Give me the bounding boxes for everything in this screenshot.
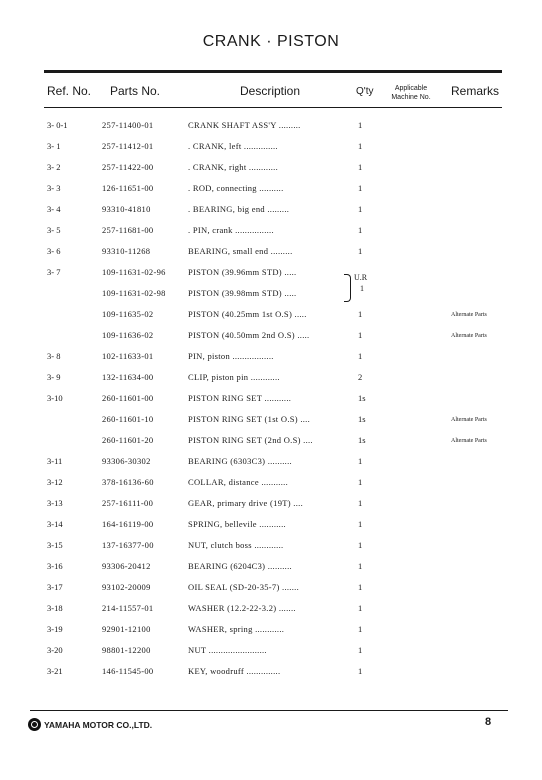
ref-no-cell: 3-13 bbox=[47, 498, 63, 508]
qty-cell: 1 bbox=[358, 351, 363, 361]
table-row bbox=[0, 136, 542, 157]
qty-cell: 1 bbox=[358, 519, 363, 529]
table-row bbox=[0, 535, 542, 556]
part-no-cell: 257-11422-00 bbox=[102, 162, 154, 172]
footer-logo bbox=[28, 718, 152, 731]
description-cell: GEAR, primary drive (19T) .... bbox=[188, 498, 303, 508]
ref-no-cell: 3- 7 bbox=[47, 267, 61, 277]
qty-cell: 1 bbox=[358, 246, 363, 256]
part-no-cell: 378-16136-60 bbox=[102, 477, 154, 487]
remarks-cell: Alternate Parts bbox=[451, 333, 487, 339]
part-no-cell: 214-11557-01 bbox=[102, 603, 154, 613]
description-cell: CRANK SHAFT ASS'Y ......... bbox=[188, 120, 301, 130]
table-row bbox=[0, 451, 542, 472]
ref-no-cell: 3- 5 bbox=[47, 225, 61, 235]
footer-company-name: YAMAHA MOTOR CO.,LTD. bbox=[44, 719, 153, 730]
table-row bbox=[0, 304, 542, 325]
part-no-cell: 93306-20412 bbox=[102, 561, 151, 571]
qty-cell: 1 bbox=[358, 204, 363, 214]
table-row bbox=[0, 640, 542, 661]
qty-cell: 1 bbox=[358, 603, 363, 613]
header-description: Description bbox=[240, 84, 301, 98]
header-applicable-machine bbox=[386, 84, 436, 102]
description-cell: NUT, clutch boss ............ bbox=[188, 540, 284, 550]
description-cell: . CRANK, left .............. bbox=[188, 141, 278, 151]
table-row bbox=[0, 115, 542, 136]
table-row bbox=[0, 199, 542, 220]
page-number: 8 bbox=[485, 716, 492, 728]
table-row bbox=[0, 619, 542, 640]
table-row bbox=[0, 514, 542, 535]
qty-cell: 1 bbox=[358, 540, 363, 550]
description-cell: CLIP, piston pin ............ bbox=[188, 372, 280, 382]
qty-cell: 1 bbox=[358, 477, 363, 487]
table-row bbox=[0, 472, 542, 493]
table-row bbox=[0, 661, 542, 682]
ref-no-cell: 3-12 bbox=[47, 477, 63, 487]
description-cell: BEARING, small end ......... bbox=[188, 246, 293, 256]
description-cell: . ROD, connecting .......... bbox=[188, 183, 284, 193]
ur-bracket bbox=[344, 274, 351, 302]
header-applicable-line2: Machine No. bbox=[391, 94, 431, 101]
part-no-cell: 257-11412-01 bbox=[102, 141, 154, 151]
header-top-rule bbox=[44, 70, 502, 73]
ref-no-cell: 3- 9 bbox=[47, 372, 61, 382]
ref-no-cell: 3-11 bbox=[47, 456, 63, 466]
header-qty: Q'ty bbox=[356, 86, 374, 97]
qty-cell: 1 bbox=[358, 561, 363, 571]
description-cell: WASHER (12.2-22-3.2) ....... bbox=[188, 603, 296, 613]
part-no-cell: 260-11601-20 bbox=[102, 435, 154, 445]
part-no-cell: 93310-41810 bbox=[102, 204, 151, 214]
ref-no-cell: 3- 2 bbox=[47, 162, 61, 172]
description-cell: PISTON (39.96mm STD) ..... bbox=[188, 267, 297, 277]
qty-cell: 1s bbox=[358, 414, 366, 424]
description-cell: PISTON RING SET (1st O.S) .... bbox=[188, 414, 311, 424]
part-no-cell: 257-11681-00 bbox=[102, 225, 154, 235]
remarks-cell: Alternate Parts bbox=[451, 312, 487, 318]
part-no-cell: 109-11635-02 bbox=[102, 309, 154, 319]
table-row bbox=[0, 556, 542, 577]
description-cell: COLLAR, distance ........... bbox=[188, 477, 288, 487]
description-cell: PISTON (40.50mm 2nd O.S) ..... bbox=[188, 330, 310, 340]
table-row bbox=[0, 325, 542, 346]
part-no-cell: 93310-11268 bbox=[102, 246, 151, 256]
description-cell: PISTON (39.98mm STD) ..... bbox=[188, 288, 297, 298]
table-row bbox=[0, 283, 542, 304]
description-cell: PISTON (40.25mm 1st O.S) ..... bbox=[188, 309, 307, 319]
ref-no-cell: 3- 4 bbox=[47, 204, 61, 214]
part-no-cell: 98801-12200 bbox=[102, 645, 151, 655]
ref-no-cell: 3-14 bbox=[47, 519, 63, 529]
description-cell: BEARING (6204C3) .......... bbox=[188, 561, 292, 571]
ref-no-cell: 3-16 bbox=[47, 561, 63, 571]
part-no-cell: 92901-12100 bbox=[102, 624, 151, 634]
table-row bbox=[0, 388, 542, 409]
qty-cell: 1 bbox=[358, 225, 363, 235]
part-no-cell: 109-11631-02-96 bbox=[102, 267, 166, 277]
description-cell: PISTON RING SET ........... bbox=[188, 393, 292, 403]
part-no-cell: 257-16111-00 bbox=[102, 498, 154, 508]
description-cell: . PIN, crank ................ bbox=[188, 225, 274, 235]
table-row bbox=[0, 346, 542, 367]
table-row bbox=[0, 262, 542, 283]
qty-cell: 1 bbox=[358, 666, 363, 676]
description-cell: NUT ........................ bbox=[188, 645, 267, 655]
ref-no-cell: 3- 0-1 bbox=[47, 120, 68, 130]
description-cell: OIL SEAL (SD-20-35-7) ....... bbox=[188, 582, 299, 592]
part-no-cell: 109-11636-02 bbox=[102, 330, 154, 340]
description-cell: SPRING, bellevile ........... bbox=[188, 519, 286, 529]
table-row bbox=[0, 157, 542, 178]
ref-no-cell: 3-20 bbox=[47, 645, 63, 655]
part-no-cell: 164-16119-00 bbox=[102, 519, 154, 529]
description-cell: KEY, woodruff .............. bbox=[188, 666, 281, 676]
part-no-cell: 132-11634-00 bbox=[102, 372, 154, 382]
ref-no-cell: 3- 6 bbox=[47, 246, 61, 256]
remarks-cell: Alternate Parts bbox=[451, 438, 487, 444]
table-row bbox=[0, 241, 542, 262]
table-row bbox=[0, 178, 542, 199]
part-no-cell: 93102-20009 bbox=[102, 582, 151, 592]
part-no-cell: 102-11633-01 bbox=[102, 351, 154, 361]
part-no-cell: 126-11651-00 bbox=[102, 183, 154, 193]
qty-cell: 1s bbox=[358, 435, 366, 445]
qty-cell: 1 bbox=[358, 645, 363, 655]
table-row bbox=[0, 409, 542, 430]
part-no-cell: 257-11400-01 bbox=[102, 120, 154, 130]
qty-cell: 2 bbox=[358, 372, 363, 382]
header-remarks: Remarks bbox=[451, 84, 500, 98]
description-cell: . CRANK, right ............ bbox=[188, 162, 279, 172]
qty-cell: 1 bbox=[358, 456, 363, 466]
qty-cell: 1 bbox=[358, 624, 363, 634]
part-no-cell: 260-11601-10 bbox=[102, 414, 154, 424]
description-cell: PIN, piston ................. bbox=[188, 351, 274, 361]
ref-no-cell: 3- 3 bbox=[47, 183, 61, 193]
table-row bbox=[0, 577, 542, 598]
qty-cell: 1s bbox=[358, 393, 366, 403]
ur-note-line1: U.R bbox=[354, 273, 368, 282]
ref-no-cell: 3-19 bbox=[47, 624, 63, 634]
remarks-cell: Alternate Parts bbox=[451, 417, 487, 423]
qty-cell: 1 bbox=[358, 183, 363, 193]
qty-cell: 1 bbox=[358, 330, 363, 340]
ref-no-cell: 3-18 bbox=[47, 603, 63, 613]
header-applicable-line1: Applicable bbox=[394, 85, 428, 92]
ref-no-cell: 3-21 bbox=[47, 666, 63, 676]
ref-no-cell: 3- 8 bbox=[47, 351, 61, 361]
qty-cell: 1 bbox=[358, 498, 363, 508]
header-parts-no: Parts No. bbox=[110, 84, 161, 98]
qty-cell: 1 bbox=[358, 162, 363, 172]
ref-no-cell: 3- 1 bbox=[47, 141, 61, 151]
ref-no-cell: 3-15 bbox=[47, 540, 63, 550]
part-no-cell: 109-11631-02-98 bbox=[102, 288, 166, 298]
qty-cell: 1 bbox=[358, 309, 363, 319]
description-cell: PISTON RING SET (2nd O.S) .... bbox=[188, 435, 313, 445]
qty-cell: 1 bbox=[358, 120, 363, 130]
header-bottom-rule bbox=[44, 107, 502, 108]
page-title: CRANK · PISTON bbox=[202, 33, 340, 50]
description-cell: . BEARING, big end ......... bbox=[188, 204, 290, 214]
ur-note bbox=[354, 272, 367, 294]
table-row bbox=[0, 220, 542, 241]
yamaha-tuning-fork-icon bbox=[28, 718, 41, 731]
footer-rule bbox=[30, 710, 508, 711]
part-no-cell: 137-16377-00 bbox=[102, 540, 154, 550]
table-row bbox=[0, 493, 542, 514]
part-no-cell: 93306-30302 bbox=[102, 456, 151, 466]
qty-cell: 1 bbox=[358, 582, 363, 592]
table-row bbox=[0, 430, 542, 451]
ur-note-line2: 1 bbox=[360, 284, 364, 293]
table-row bbox=[0, 598, 542, 619]
ref-no-cell: 3-17 bbox=[47, 582, 63, 592]
description-cell: WASHER, spring ............ bbox=[188, 624, 285, 634]
part-no-cell: 146-11545-00 bbox=[102, 666, 154, 676]
ref-no-cell: 3-10 bbox=[47, 393, 63, 403]
table-row bbox=[0, 367, 542, 388]
part-no-cell: 260-11601-00 bbox=[102, 393, 154, 403]
qty-cell: 1 bbox=[358, 141, 363, 151]
description-cell: BEARING (6303C3) .......... bbox=[188, 456, 292, 466]
header-ref-no: Ref. No. bbox=[47, 84, 92, 98]
